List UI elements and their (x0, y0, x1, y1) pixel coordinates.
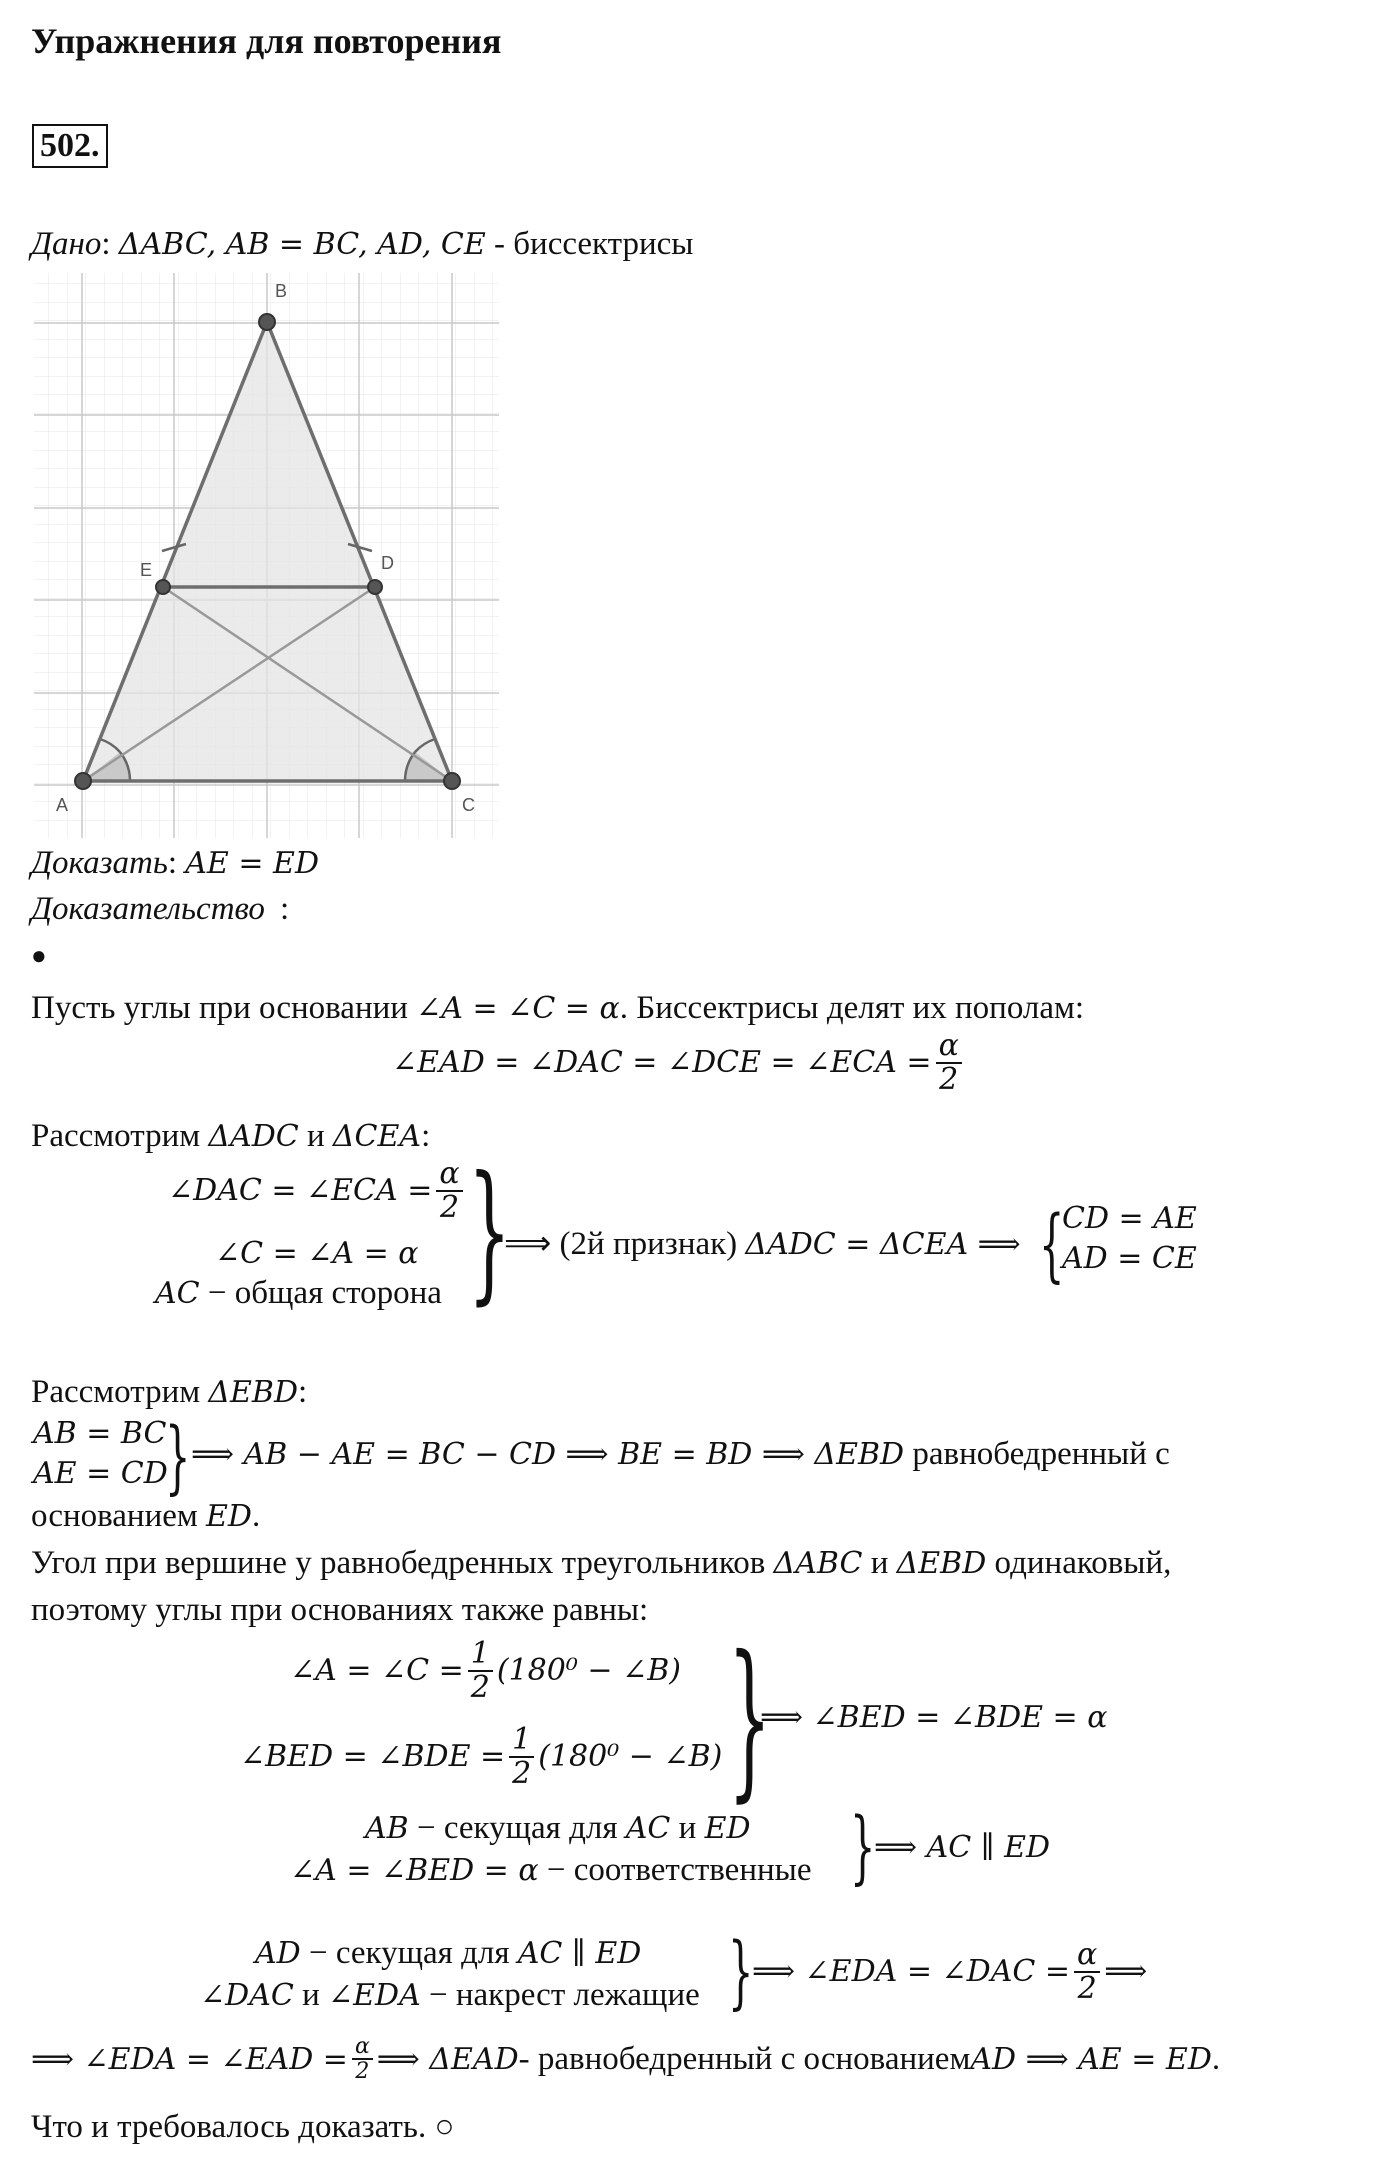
section-heading: Упражнения для повторения (31, 21, 502, 61)
system-3 (240, 1620, 1190, 1818)
triangle-figure (30, 265, 510, 840)
line1-text: Пусть углы при основании (31, 990, 417, 1026)
sys4-brace: } (850, 1800, 876, 1893)
system-1 (150, 1145, 1250, 1319)
point-label-e: E (140, 560, 153, 580)
sys1-res2: AD = CE (1062, 1241, 1197, 1276)
line1-text2: . Биссектрисы делят их пополам: (619, 990, 1085, 1026)
proof-label: Доказательство (31, 891, 265, 927)
point-label-a: A (56, 795, 69, 815)
prove-label: Доказать (31, 845, 168, 881)
sys4-result: ⟹ AC ∥ ED (874, 1830, 1051, 1865)
bullet: ● (31, 941, 47, 970)
angle-line-1: Угол при вершине у равнобедренных треугольников ΔABC и ΔEBD одинаковый, (31, 1545, 1172, 1581)
eq1-fraction: $\frac{\alpha}{2}$ (936, 1030, 962, 1095)
given-content: ΔABC, AB = BC, AD, CE (118, 227, 486, 262)
sys1-row2: ∠C = ∠A = α (215, 1236, 419, 1271)
sys3-brace: } (728, 1620, 772, 1818)
proof-colon: : (280, 891, 290, 927)
sys1-implies: ⟹ (2й признак) ΔADC = ΔCEA ⟹ (504, 1226, 1021, 1262)
sys2-row1: AB = BC (33, 1416, 167, 1451)
sys1-brace: } (468, 1145, 511, 1319)
sys3-row1: ∠A = ∠C = $\frac{1}{2}$ (180⁰ − ∠B) (290, 1636, 681, 1705)
sys2-row2: AE = CD (33, 1456, 168, 1491)
consider-ebd: Рассмотрим ΔEBD: (31, 1374, 308, 1410)
prove-line: Доказать: AE = ED (31, 845, 319, 881)
equation-1 (392, 1030, 966, 1095)
sys1-result-brace: { (1039, 1198, 1065, 1291)
given-suffix: - биссектрисы (494, 226, 694, 262)
line1-math: ∠A = ∠C = α (416, 991, 620, 1026)
sys5-result: ⟹ ∠EDA = ∠DAC = $\frac{\alpha}{2}$ ⟹ (752, 1937, 1148, 2006)
sys5-row2: ∠DAC и ∠EDA − накрест лежащие (200, 1977, 700, 2013)
sys1-row1: ∠DAC = ∠ECA = $\frac{\alpha}{2}$ (168, 1158, 467, 1223)
given-line: Дано: ΔABC, AB = BC, AD, CE - биссектрисы (31, 226, 694, 262)
eq1-lhs: ∠EAD = ∠DAC = ∠DCE = ∠ECA = (392, 1045, 932, 1080)
qed-line: Что и требовалось доказать. ○ (31, 2109, 455, 2145)
angle-line-2: поэтому углы при основаниях также равны: (31, 1592, 649, 1628)
point-label-b: B (275, 281, 288, 301)
point-label-c: C (462, 795, 475, 815)
system-4 (290, 1800, 1190, 1900)
sys4-row2: ∠A = ∠BED = α − соответственные (290, 1852, 812, 1888)
sys1-row3: AC − общая сторона (155, 1275, 442, 1311)
sys4-row1: AB − секущая для AC и ED (365, 1810, 751, 1846)
sys5-brace: } (728, 1925, 754, 2018)
base-line: основанием ED. (31, 1498, 261, 1534)
given-label: Дано (31, 226, 102, 262)
consider-adc-cea: Рассмотрим ΔADC и ΔCEA: (31, 1118, 431, 1154)
sys1-res1: CD = AE (1062, 1201, 1197, 1236)
prove-content: AE = ED (185, 846, 319, 881)
final-line: ⟹ ∠EDA = ∠EAD = $\frac{\alpha}{2}$ ⟹ ΔEAD - равнобедренный с основанием AD ⟹ AE = ED . (31, 2034, 1221, 2085)
problem-number: 502. (32, 124, 108, 168)
sys2-chain: ⟹ AB − AE = BC − CD ⟹ BE = BD ⟹ ΔEBD равнобедренный с (191, 1436, 1170, 1472)
sys3-row2: ∠BED = ∠BDE = $\frac{1}{2}$ (180⁰ − ∠B) (240, 1722, 723, 1791)
point-label-d: D (381, 553, 394, 573)
sys3-result: ⟹ ∠BED = ∠BDE = α (760, 1700, 1108, 1735)
proof-line-1 (31, 988, 1084, 1029)
sys5-row1: AD − секущая для AC ∥ ED (255, 1935, 642, 1971)
system-2 (31, 1410, 1331, 1504)
system-5 (200, 1925, 1200, 2035)
sys2-brace: } (165, 1410, 191, 1503)
